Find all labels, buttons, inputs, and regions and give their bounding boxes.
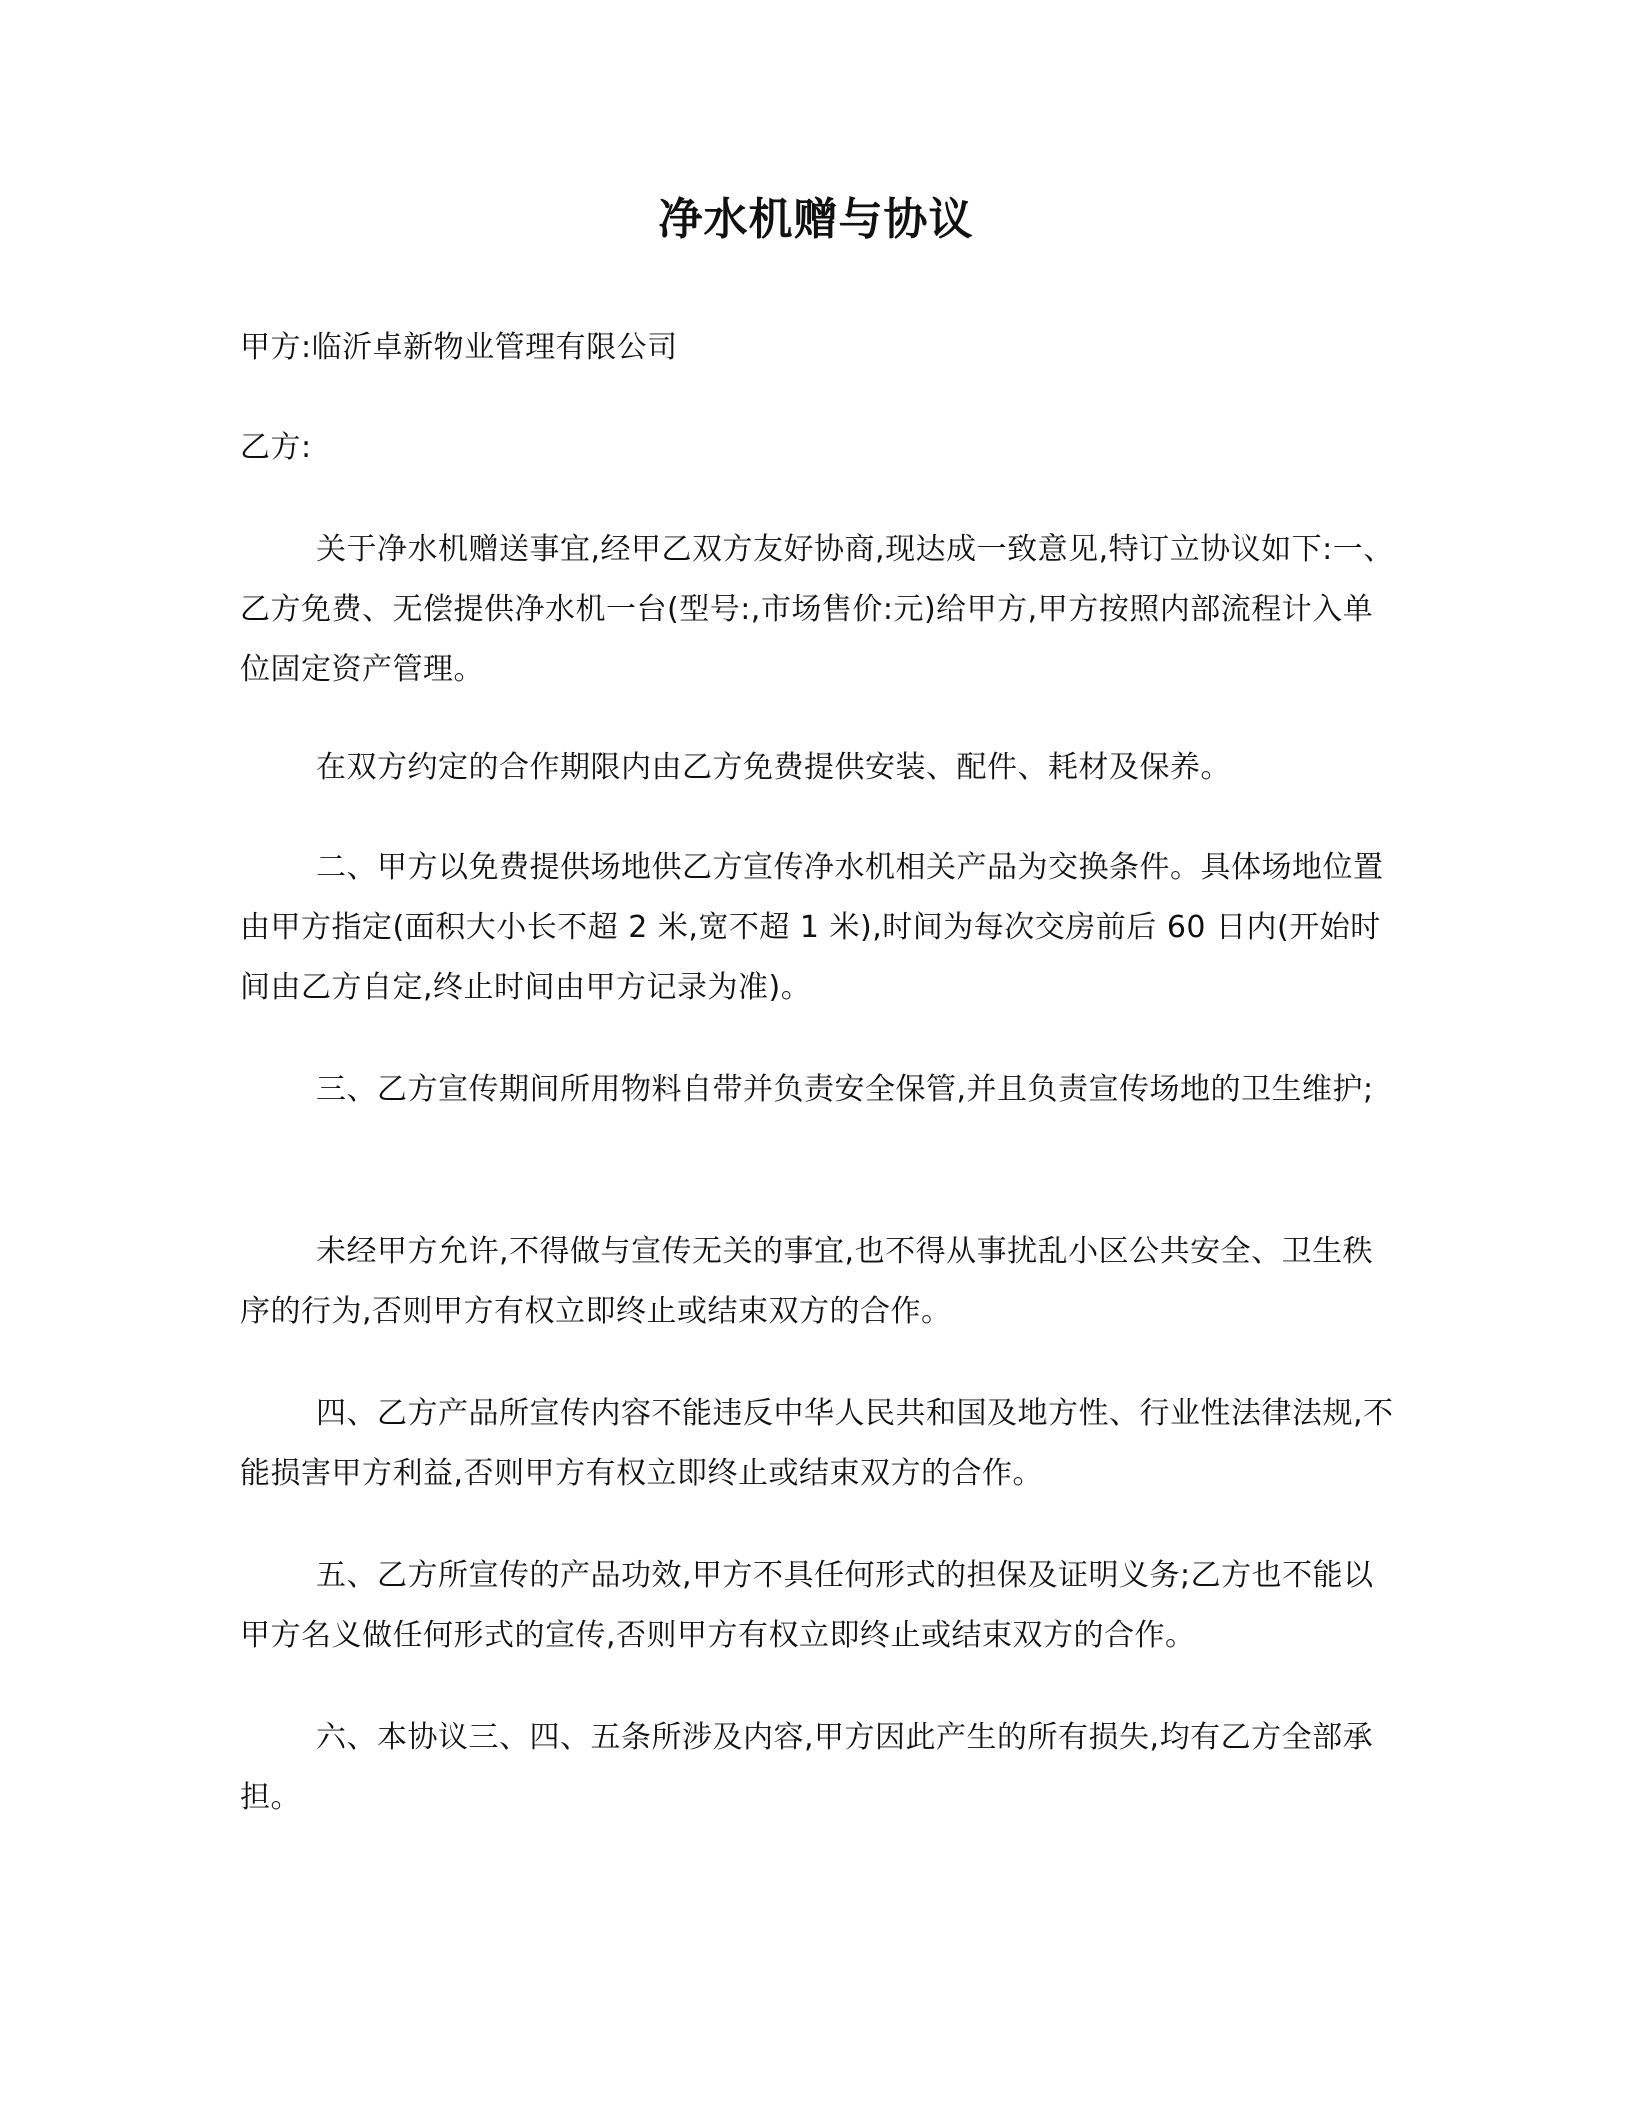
party-a-line: 甲方:临沂卓新物业管理有限公司 xyxy=(240,330,678,365)
paragraph-clause-three: 三、乙方宣传期间所用物料自带并负责安全保管,并且负责宣传场地的卫生维护; xyxy=(316,1072,1374,1107)
paragraph-intro-clause-one: 关于净水机赠送事宜,经甲乙双方友好协商,现达成一致意见,特订立协议如下:一、乙方免费、无偿提供净水机一台(型号:,市场售价:元)给甲方,甲方按照内部流程计入单位固定资产管理。 xyxy=(240,532,1394,687)
paragraph-clause-six: 六、本协议三、四、五条所涉及内容,甲方因此产生的所有损失,均有乙方全部承担。 xyxy=(240,1720,1374,1815)
paragraph-clause-two: 二、甲方以免费提供场地供乙方宣传净水机相关产品为交换条件。具体场地位置由甲方指定(面积大小长不超 2 米,宽不超 1 米),时间为每次交房前后 60 日内(开始时间由乙方自定,终止时间由甲方记录为准)。 xyxy=(240,850,1384,1005)
paragraph-no-permission: 未经甲方允许,不得做与宣传无关的事宜,也不得从事扰乱小区公共安全、卫生秩序的行为,否则甲方有权立即终止或结束双方的合作。 xyxy=(240,1234,1374,1329)
party-b-line: 乙方: xyxy=(240,430,312,465)
paragraph-cooperation-term: 在双方约定的合作期限内由乙方免费提供安装、配件、耗材及保养。 xyxy=(316,750,1231,785)
paragraph-clause-five: 五、乙方所宣传的产品功效,甲方不具任何形式的担保及证明义务;乙方也不能以甲方名义做任何形式的宣传,否则甲方有权立即终止或结束双方的合作。 xyxy=(240,1558,1374,1653)
paragraph-clause-four: 四、乙方产品所宣传内容不能违反中华人民共和国及地方性、行业性法律法规,不能损害甲方利益,否则甲方有权立即终止或结束双方的合作。 xyxy=(240,1396,1394,1491)
document-title: 净水机赠与协议 xyxy=(658,194,974,245)
